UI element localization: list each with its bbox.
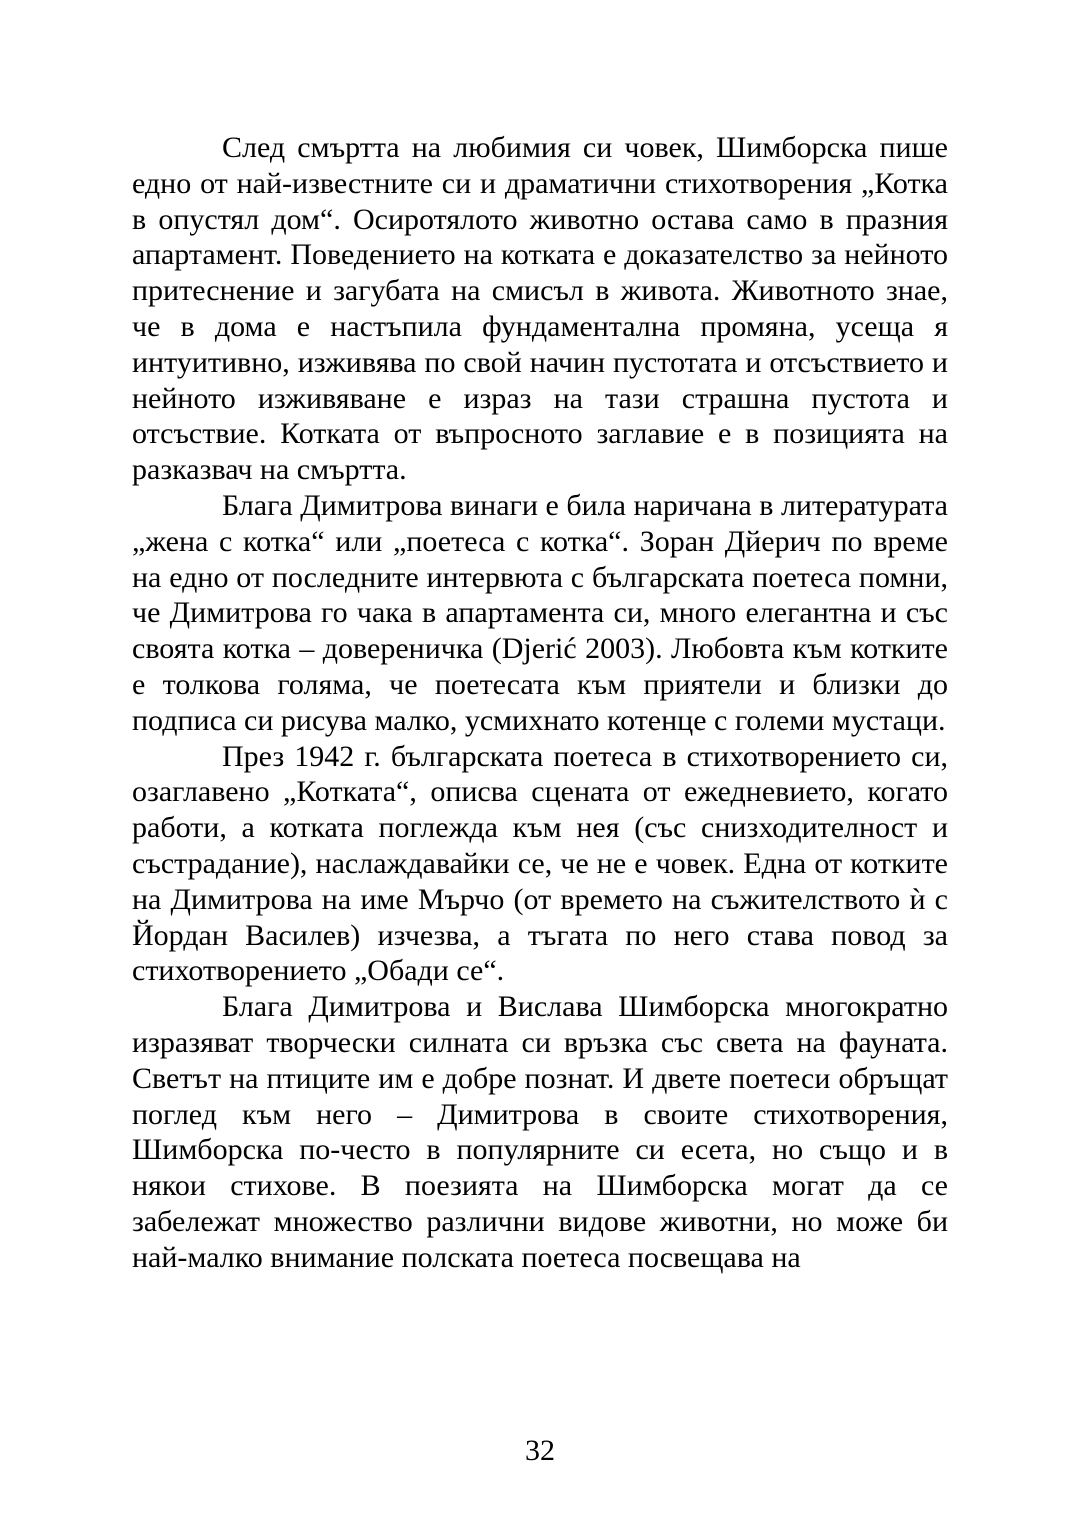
paragraph-3: През 1942 г. българската поетеса в стихотворението си, озаглавено „Котката“, описва сцената от ежедневието, когато работи, а котката поглежда към нея (със снизходителност и състрадание), наслаждавайки се, че не е човек. Една от котките на Димитрова на име Мърчо (от времето на съжителството ѝ с Йордан Василев) изчезва, а тъгата по него става повод за стихотворението „Обади се“. bbox=[132, 739, 948, 988]
paragraph-2: Блага Димитрова винаги е била наричана в литературата „жена с котка“ или „поетеса с котка“. Зоран Дйерич по време на едно от последните интервюта с българската поетеса помни, че Димитрова го чака в апартамента си, много елегантна и със своята котка – довереничка (Djerić 2003). Любовта към котките е толкова голяма, че поетесата към приятели и близки до подписа си рисува малко, усмихнато котенце с големи мустаци. bbox=[132, 488, 948, 737]
body-text bbox=[132, 130, 948, 1276]
page-number: 32 bbox=[525, 1434, 555, 1467]
paragraph-4: Блага Димитрова и Вислава Шимборска многократно изразяват творчески силната си връзка със света на фауната. Светът на птиците им е добре познат. И двете поетеси обръщат поглед към него – Димитрова в своите стихотворения, Шимборска по-често в популярните си есета, но също и в някои стихове. В поезията на Шимборска могат да се забележат множество различни видове животни, но може би най-малко внимание полската поетеса посвещава на bbox=[132, 990, 948, 1274]
paragraph-1: След смъртта на любимия си човек, Шимборска пише едно от най-известните си и драматични стихотворения „Котка в опустял дом“. Осиротялото животно остава само в празния апартамент. Поведението на котката е доказателство за нейното притеснение и загубата на смисъл в живота. Животното знае, че в дома е настъпила фундаментална промяна, усеща я интуитивно, изживява по свой начин пустотата и отсъствието и нейното изживяване е израз на тази страшна пустота и отсъствие. Котката от въпросното заглавие е в позицията на разказвач на смъртта. bbox=[132, 131, 948, 487]
